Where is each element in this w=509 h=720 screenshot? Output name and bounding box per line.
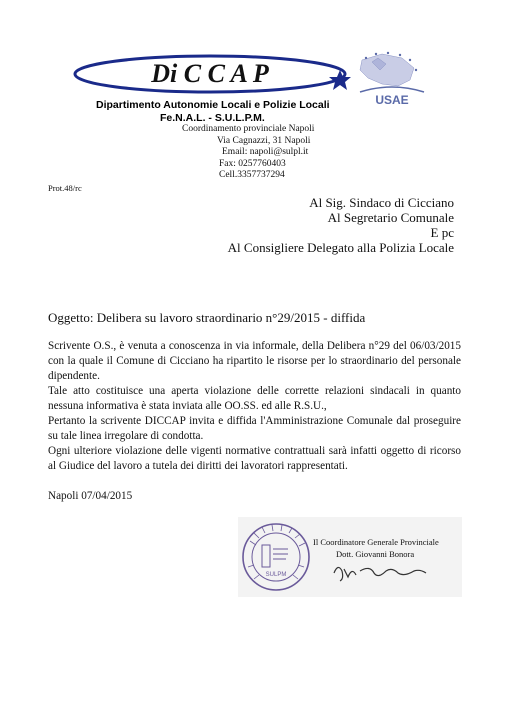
letter-body (48, 339, 461, 474)
recipient-2: Al Segretario Comunale (327, 210, 454, 225)
recipient-1: Al Sig. Sindaco di Cicciano (309, 195, 454, 210)
contact-line-1: Coordinamento provinciale Napoli (182, 124, 315, 134)
letter-date: Napoli 07/04/2015 (48, 490, 133, 502)
signatory-name: Dott. Giovanni Bonora (336, 549, 415, 559)
contact-fax: Fax: 0257760403 (219, 159, 286, 169)
protocol-number: Prot.48/rc (48, 183, 82, 193)
body-paragraph-4: Ogni ulteriore violazione delle vigenti normative contrattuali sarà infatti oggetto di ricorso al Giudice del lavoro a tutela dei diritti dei lavoratori rappresentati. (48, 445, 461, 472)
body-paragraph-1: Scrivente O.S., è venuta a conoscenza in via informale, della Delibera n°29 del 06/03/2015 con la quale il Comune di Cicciano ha ripartito le risorse per lo straordinario del personale dipendente. (48, 340, 461, 382)
star-icon (329, 70, 351, 90)
contact-email: Email: napoli@sulpl.it (222, 147, 309, 157)
recipient-3: E pc (430, 225, 454, 240)
handwritten-signature (330, 559, 430, 585)
contact-cell: Cell.3357737294 (219, 170, 285, 180)
official-stamp (240, 521, 312, 593)
usae-text: USAE (375, 93, 409, 107)
stamp-text: SULPM (265, 572, 287, 578)
recipient-4: Al Consigliere Delegato alla Polizia Locale (227, 240, 454, 255)
signature-block (238, 517, 462, 597)
usae-logo (352, 50, 430, 110)
subject-line: Oggetto: Delibera su lavoro straordinario n°29/2015 - diffida (48, 310, 366, 325)
signatory-title: Il Coordinatore Generale Provinciale (313, 537, 439, 547)
department-line: Dipartimento Autonomie Locali e Polizie Locali (96, 99, 330, 111)
logo-text: Di C C A P (151, 59, 269, 88)
contact-line-2: Via Cagnazzi, 31 Napoli (217, 136, 311, 146)
fenal-line: Fe.N.A.L. - S.U.L.P.M. (160, 112, 265, 124)
body-paragraph-2: Tale atto costituisce una aperta violazione delle corrette relazioni sindacali in quanto nessuna informativa è stata inviata alle OO.SS. ed alle R.S.U., (48, 385, 461, 412)
body-paragraph-3: Pertanto la scrivente DICCAP invita e diffida l'Amministrazione Comunale dal proseguire su tale linea irregolare di condotta. (48, 415, 461, 442)
